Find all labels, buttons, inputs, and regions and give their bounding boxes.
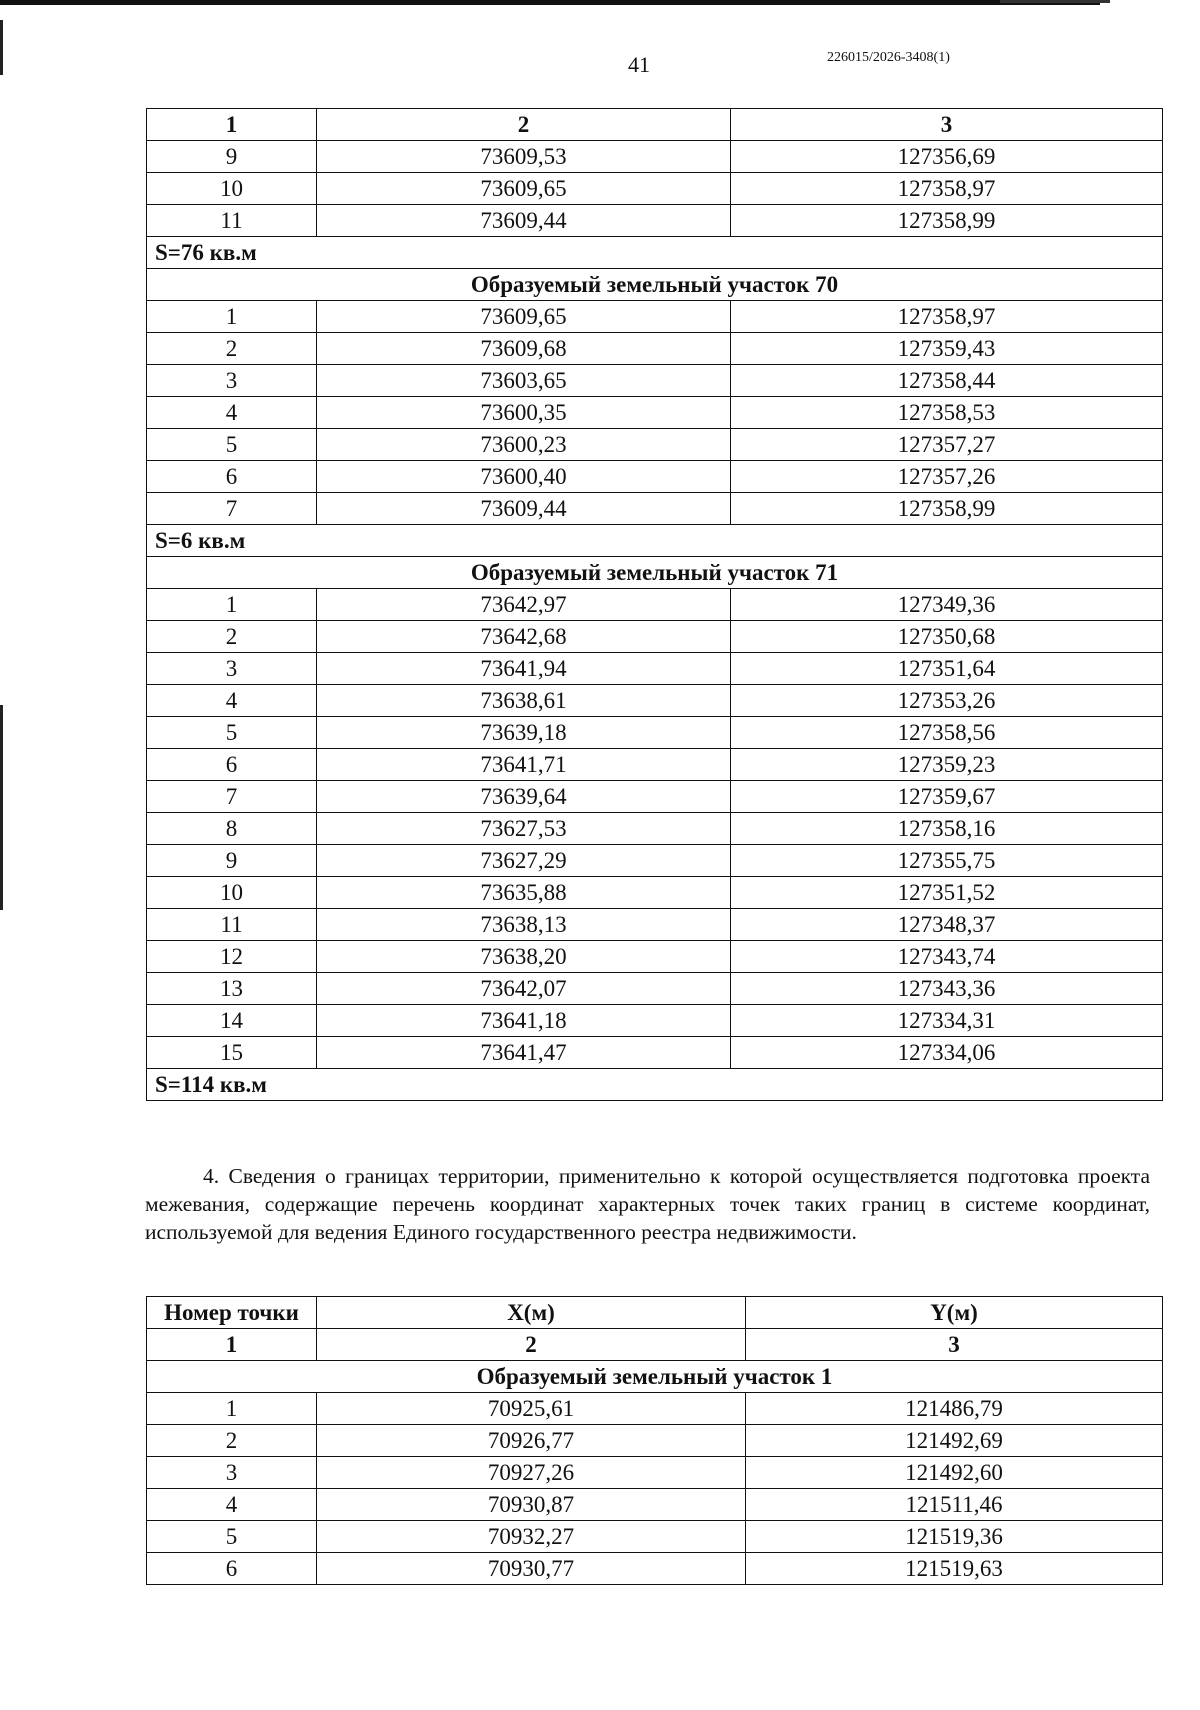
y-coordinate-cell: 121519,63	[746, 1553, 1163, 1585]
x-coordinate-cell: 73641,94	[317, 653, 731, 685]
table-row	[147, 365, 1163, 397]
table-row	[147, 749, 1163, 781]
point-number-cell: 10	[147, 877, 317, 909]
y-coordinate-cell: 127358,97	[731, 301, 1163, 333]
point-number-cell: 1	[147, 589, 317, 621]
column-number-1: 1	[147, 109, 317, 141]
table-row	[147, 1037, 1163, 1069]
x-coordinate-cell: 73609,53	[317, 141, 731, 173]
area-row	[147, 237, 1163, 269]
x-coordinate-cell: 73641,47	[317, 1037, 731, 1069]
table-row	[147, 1425, 1163, 1457]
x-coordinate-cell: 70930,87	[317, 1489, 746, 1521]
table-row	[147, 141, 1163, 173]
x-coordinate-cell: 70925,61	[317, 1393, 746, 1425]
x-coordinate-cell: 73600,35	[317, 397, 731, 429]
table-row	[147, 653, 1163, 685]
column-number-3: 3	[731, 109, 1163, 141]
x-coordinate-cell: 73627,29	[317, 845, 731, 877]
y-coordinate-cell: 127357,27	[731, 429, 1163, 461]
y-coordinate-cell: 127358,99	[731, 493, 1163, 525]
x-coordinate-cell: 73638,20	[317, 941, 731, 973]
parcel-area: S=114 кв.м	[147, 1069, 1163, 1101]
point-number-cell: 8	[147, 813, 317, 845]
x-coordinate-cell: 73600,40	[317, 461, 731, 493]
x-coordinate-cell: 73642,68	[317, 621, 731, 653]
point-number-cell: 14	[147, 1005, 317, 1037]
y-coordinate-cell: 127358,53	[731, 397, 1163, 429]
scan-top-border-fragment	[1000, 0, 1110, 3]
x-coordinate-cell: 70927,26	[317, 1457, 746, 1489]
point-number-cell: 3	[147, 1457, 317, 1489]
table-row	[147, 429, 1163, 461]
x-coordinate-cell: 73638,13	[317, 909, 731, 941]
x-coordinate-cell: 70932,27	[317, 1521, 746, 1553]
section-4-paragraph: 4. Сведения о границах территории, применительно к которой осуществляется подготовка проекта межевания, содержащие перечень координат характерных точек таких границ в системе координат, используемой для ведения Единого государственного реестра недвижимости.	[145, 1164, 1150, 1244]
x-coordinate-cell: 73639,64	[317, 781, 731, 813]
y-coordinate-cell: 127351,52	[731, 877, 1163, 909]
table-row	[147, 685, 1163, 717]
scan-top-border	[0, 0, 1100, 5]
point-number-cell: 5	[147, 1521, 317, 1553]
parcel-title-row	[147, 557, 1163, 589]
scan-edge-mark	[0, 705, 3, 910]
y-coordinate-cell: 127358,56	[731, 717, 1163, 749]
parcel-title-row	[147, 269, 1163, 301]
point-number-cell: 6	[147, 1553, 317, 1585]
point-number-cell: 1	[147, 301, 317, 333]
table-row	[147, 1489, 1163, 1521]
parcel-title-row	[147, 1361, 1163, 1393]
table-row	[147, 493, 1163, 525]
point-number-cell: 7	[147, 493, 317, 525]
point-number-cell: 10	[147, 173, 317, 205]
table-row	[147, 781, 1163, 813]
point-number-cell: 4	[147, 1489, 317, 1521]
scan-edge-mark	[0, 20, 3, 75]
point-number-cell: 5	[147, 429, 317, 461]
area-row	[147, 1069, 1163, 1101]
column-number-row	[147, 1329, 1163, 1361]
parcel-title: Образуемый земельный участок 71	[147, 557, 1163, 589]
y-coordinate-cell: 127358,44	[731, 365, 1163, 397]
y-coordinate-cell: 127353,26	[731, 685, 1163, 717]
y-coordinate-cell: 121511,46	[746, 1489, 1163, 1521]
table-row	[147, 813, 1163, 845]
point-number-cell: 13	[147, 973, 317, 1005]
y-coordinate-cell: 127349,36	[731, 589, 1163, 621]
y-coordinate-cell: 127343,36	[731, 973, 1163, 1005]
point-number-cell: 4	[147, 397, 317, 429]
parcel-area: S=76 кв.м	[147, 237, 1163, 269]
table-row	[147, 1521, 1163, 1553]
table-row	[147, 461, 1163, 493]
table-row	[147, 173, 1163, 205]
point-number-cell: 5	[147, 717, 317, 749]
y-coordinate-cell: 127359,67	[731, 781, 1163, 813]
point-number-cell: 15	[147, 1037, 317, 1069]
point-number-cell: 1	[147, 1393, 317, 1425]
table-row	[147, 397, 1163, 429]
parcel-title: Образуемый земельный участок 1	[147, 1361, 1163, 1393]
parcel-area: S=6 кв.м	[147, 525, 1163, 557]
table-row	[147, 845, 1163, 877]
y-coordinate-cell: 127350,68	[731, 621, 1163, 653]
x-coordinate-cell: 73609,65	[317, 173, 731, 205]
table-row	[147, 1393, 1163, 1425]
point-number-cell: 2	[147, 333, 317, 365]
table-row	[147, 589, 1163, 621]
y-coordinate-cell: 121519,36	[746, 1521, 1163, 1553]
y-coordinate-cell: 127334,06	[731, 1037, 1163, 1069]
y-coordinate-cell: 127357,26	[731, 461, 1163, 493]
point-number-cell: 6	[147, 749, 317, 781]
x-coordinate-cell: 73609,68	[317, 333, 731, 365]
x-coordinate-cell: 73635,88	[317, 877, 731, 909]
table-row	[147, 333, 1163, 365]
x-coordinate-cell: 73639,18	[317, 717, 731, 749]
y-coordinate-cell: 127334,31	[731, 1005, 1163, 1037]
point-number-cell: 9	[147, 141, 317, 173]
table-row	[147, 877, 1163, 909]
x-coordinate-cell: 73609,65	[317, 301, 731, 333]
table-row	[147, 909, 1163, 941]
x-coordinate-cell: 73609,44	[317, 493, 731, 525]
table-row	[147, 717, 1163, 749]
point-number-cell: 11	[147, 205, 317, 237]
x-coordinate-cell: 73642,97	[317, 589, 731, 621]
y-coordinate-cell: 127356,69	[731, 141, 1163, 173]
y-coordinate-cell: 127351,64	[731, 653, 1163, 685]
x-coordinate-cell: 73603,65	[317, 365, 731, 397]
x-coordinate-cell: 73609,44	[317, 205, 731, 237]
x-coordinate-cell: 73642,07	[317, 973, 731, 1005]
x-coordinate-cell: 70926,77	[317, 1425, 746, 1457]
coordinates-table-continued	[146, 108, 1163, 1101]
table-row	[147, 205, 1163, 237]
point-number-cell: 2	[147, 1425, 317, 1457]
y-coordinate-cell: 127358,97	[731, 173, 1163, 205]
column-number-3: 3	[746, 1329, 1163, 1361]
x-header: X(м)	[317, 1297, 746, 1329]
column-number-2: 2	[317, 109, 731, 141]
y-coordinate-cell: 127348,37	[731, 909, 1163, 941]
point-number-cell: 4	[147, 685, 317, 717]
parcel-title: Образуемый земельный участок 70	[147, 269, 1163, 301]
y-coordinate-cell: 127343,74	[731, 941, 1163, 973]
point-number-cell: 9	[147, 845, 317, 877]
table-row	[147, 941, 1163, 973]
x-coordinate-cell: 73600,23	[317, 429, 731, 461]
x-coordinate-cell: 73627,53	[317, 813, 731, 845]
document-id: 226015/2026-3408(1)	[827, 50, 950, 65]
point-number-cell: 12	[147, 941, 317, 973]
table-row	[147, 621, 1163, 653]
y-coordinate-cell: 127358,16	[731, 813, 1163, 845]
x-coordinate-cell: 73638,61	[317, 685, 731, 717]
y-coordinate-cell: 121492,60	[746, 1457, 1163, 1489]
table-row	[147, 1005, 1163, 1037]
header-row	[147, 1297, 1163, 1329]
point-number-cell: 7	[147, 781, 317, 813]
point-number-cell: 2	[147, 621, 317, 653]
table-row	[147, 1457, 1163, 1489]
boundary-coordinates-table	[146, 1296, 1163, 1585]
column-number-2: 2	[317, 1329, 746, 1361]
y-coordinate-cell: 127358,99	[731, 205, 1163, 237]
table-row	[147, 1553, 1163, 1585]
column-number-row	[147, 109, 1163, 141]
y-coordinate-cell: 121492,69	[746, 1425, 1163, 1457]
y-coordinate-cell: 127355,75	[731, 845, 1163, 877]
point-number-cell: 11	[147, 909, 317, 941]
table-row	[147, 973, 1163, 1005]
column-number-1: 1	[147, 1329, 317, 1361]
point-number-cell: 3	[147, 365, 317, 397]
x-coordinate-cell: 70930,77	[317, 1553, 746, 1585]
y-coordinate-cell: 127359,43	[731, 333, 1163, 365]
y-coordinate-cell: 127359,23	[731, 749, 1163, 781]
point-number-cell: 6	[147, 461, 317, 493]
y-coordinate-cell: 121486,79	[746, 1393, 1163, 1425]
y-header: Y(м)	[746, 1297, 1163, 1329]
x-coordinate-cell: 73641,18	[317, 1005, 731, 1037]
x-coordinate-cell: 73641,71	[317, 749, 731, 781]
point-number-cell: 3	[147, 653, 317, 685]
point-number-header: Номер точки	[147, 1297, 317, 1329]
page-number: 41	[628, 52, 650, 77]
area-row	[147, 525, 1163, 557]
table-row	[147, 301, 1163, 333]
